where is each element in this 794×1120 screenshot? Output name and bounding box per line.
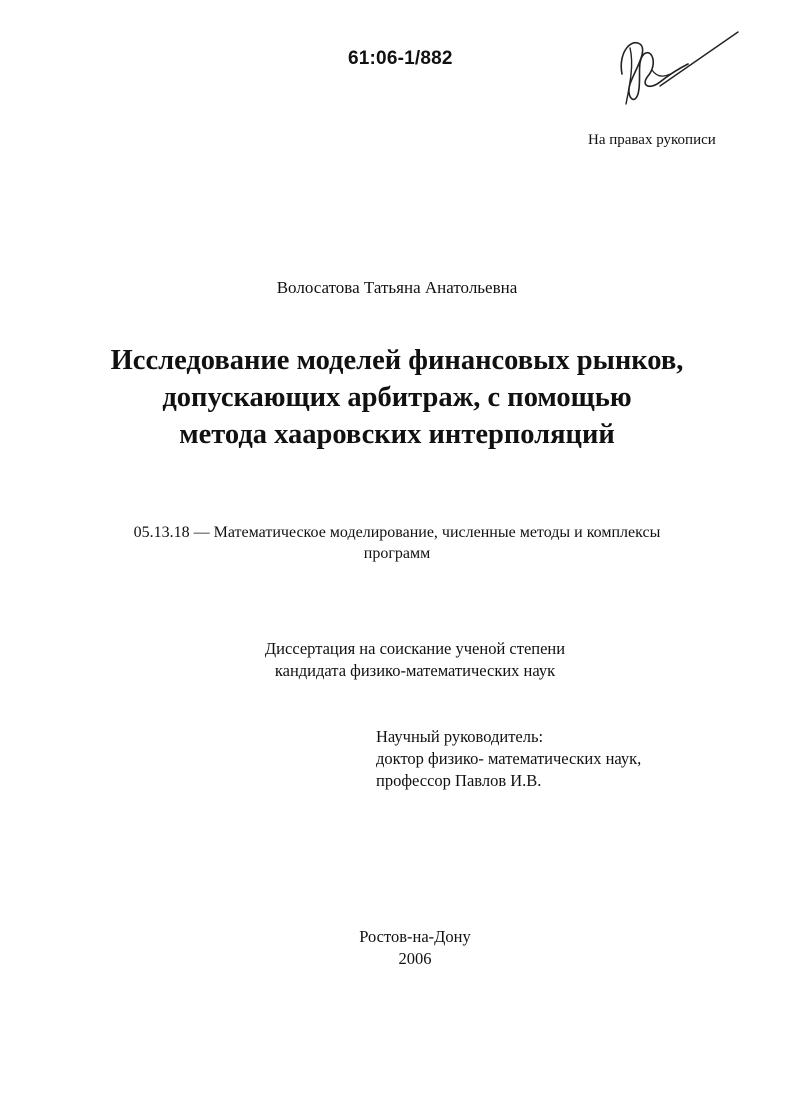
dissertation-title bbox=[0, 342, 794, 453]
city: Ростов-на-Дону bbox=[359, 927, 471, 946]
degree-statement bbox=[205, 638, 625, 682]
degree-line: Диссертация на соискание ученой степени bbox=[264, 639, 566, 658]
place-and-year bbox=[300, 926, 530, 970]
specialty-code bbox=[0, 522, 794, 564]
title-line: метода хааровских интерполяций bbox=[179, 419, 615, 450]
title-line: допускающих арбитраж, с помощью bbox=[162, 382, 632, 413]
advisor-degree: доктор физико- математических наук, bbox=[376, 749, 642, 768]
advisor-name: профессор Павлов И.В. bbox=[376, 771, 542, 790]
year: 2006 bbox=[398, 949, 432, 968]
advisor-label: Научный руководитель: bbox=[376, 727, 544, 746]
archive-code: 61:06-1/882 bbox=[348, 48, 453, 69]
specialty-line: программ bbox=[363, 545, 431, 562]
degree-line: кандидата физико-математических наук bbox=[274, 661, 556, 680]
scientific-advisor bbox=[376, 726, 641, 792]
title-line: Исследование моделей финансовых рынков, bbox=[110, 345, 684, 376]
signature-image bbox=[600, 24, 750, 124]
author-name: Волосатова Татьяна Анатольевна bbox=[276, 278, 518, 297]
specialty-line: 05.13.18 — Математическое моделирование, численные методы и комплексы bbox=[133, 524, 661, 541]
manuscript-note: На правах рукописи bbox=[588, 132, 716, 148]
